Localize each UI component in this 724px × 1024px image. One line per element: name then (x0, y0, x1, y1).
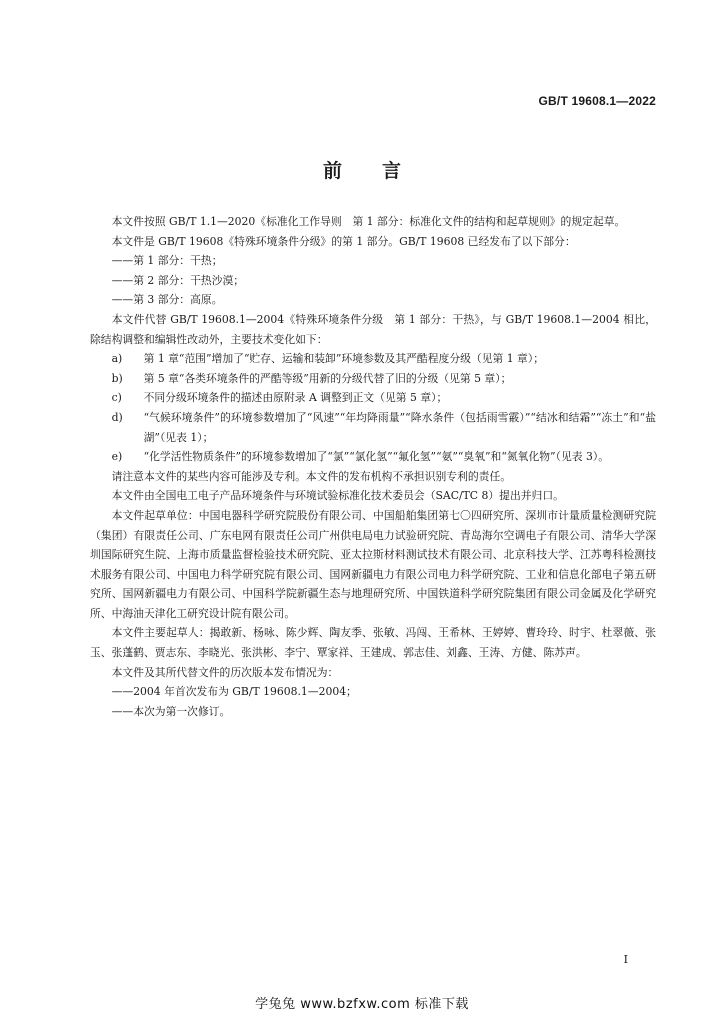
document-code: GB/T 19608.1—2022 (538, 94, 656, 108)
list-item-change (90, 408, 656, 447)
paragraph-series-intro: 本文件是 GB/T 19608《特殊环境条件分级》的第 1 部分。GB/T 19608 已经发布了以下部分： (111, 234, 576, 248)
list-marker: e) (111, 450, 123, 464)
list-text: 第 1 章“范围”增加了“贮存、运输和装卸”环境参数及其严酷程度分级（见第 1 章）； (143, 352, 545, 366)
foreword-body (90, 212, 656, 721)
list-marker: c) (111, 391, 122, 405)
paragraph-replacement: 本文件代替 GB/T 19608.1—2004《特殊环境条件分级 第 1 部分：干热》，与 GB/T 19608.1—2004 相比，除结构调整和编辑性改动外，主要技术变化如下： (90, 312, 656, 346)
footer-watermark: 学兔兔 www.bzfxw.com 标准下载 (255, 997, 469, 1012)
list-marker: a) (111, 352, 123, 366)
list-marker: b) (111, 371, 123, 385)
list-text: “化学活性物质条件”的环境参数增加了“氯”“氯化氢”“氟化氢”“氨”“臭氧”和“氮氧化物”（见表 3）。 (143, 450, 610, 464)
paragraph-drafters: 本文件主要起草人：揭敢新、杨咏、陈少辉、陶友季、张敏、冯闯、王希林、王婷婷、曹玲玲、时宇、杜翠薇、张玉、张蓬鹤、贾志东、李晓光、张洪彬、李宁、覃家祥、王建成、郭志佳、刘鑫、王涛、方健、陈苏声。 (90, 626, 656, 660)
list-item-change (90, 388, 656, 408)
paragraph-drafting-rules: 本文件按照 GB/T 1.1—2020《标准化工作导则 第 1 部分：标准化文件的结构和起草规则》的规定起草。 (111, 215, 626, 228)
list-text: 第 5 章“各类环境条件的严酷等级”用新的分级代替了旧的分级（见第 5 章）； (143, 371, 512, 385)
paragraph-history-intro: 本文件及其所代替文件的历次版本发布情况为： (111, 665, 339, 679)
paragraph-proposer: 本文件由全国电工电子产品环境条件与环境试验标准化技术委员会（SAC/TC 8）提出并归口。 (111, 489, 564, 503)
list-text: “气候环境条件”的环境参数增加了“风速”“年均降雨量”“降水条件（包括雨雪霰）”“结冰和结霜”“冻土”和“盐湖”（见表 1）； (143, 410, 656, 444)
list-item-history: ——本次为第一次修订。 (111, 704, 231, 718)
list-text: 不同分级环境条件的描述由原附录 A 调整到正文（见第 5 章）； (143, 391, 448, 405)
list-item-part: ——第 2 部分：干热沙漠； (111, 273, 245, 287)
paragraph-patent-notice: 请注意本文件的某些内容可能涉及专利。本文件的发布机构不承担识别专利的责任。 (111, 469, 512, 483)
list-item-part: ——第 1 部分：干热； (111, 254, 223, 268)
list-item-change (90, 447, 656, 467)
page-number: I (623, 953, 628, 966)
list-item-change (90, 369, 656, 389)
page-title: 前言 (322, 160, 441, 182)
list-item-history: ——2004 年首次发布为 GB/T 19608.1—2004； (111, 685, 357, 699)
list-item-change (90, 349, 656, 369)
list-marker: d) (111, 410, 123, 424)
list-item-part: ——第 3 部分：高原。 (111, 293, 223, 307)
paragraph-drafting-units: 本文件起草单位：中国电器科学研究院股份有限公司、中国船舶集团第七〇四研究所、深圳市计量质量检测研究院（集团）有限责任公司、广东电网有限责任公司广州供电局电力试验研究院、青岛海尔空调电子有限公司、清华大学深圳国际研究生院、上海市质量监督检验技术研究院、亚太拉斯材料测试技术有限公司、北京科技大学、江苏粤科检测技术服务有限公司、中国电力科学研究院有限公司、国网新疆电力有限公司电力科学研究院、工业和信息化部电子第五研究所、国网新疆电力有限公司、中国科学院新疆生态与地理研究所、中国铁道科学研究院集团有限公司金属及化学研究所、中海油天津化工研究设计院有限公司。 (90, 508, 656, 620)
